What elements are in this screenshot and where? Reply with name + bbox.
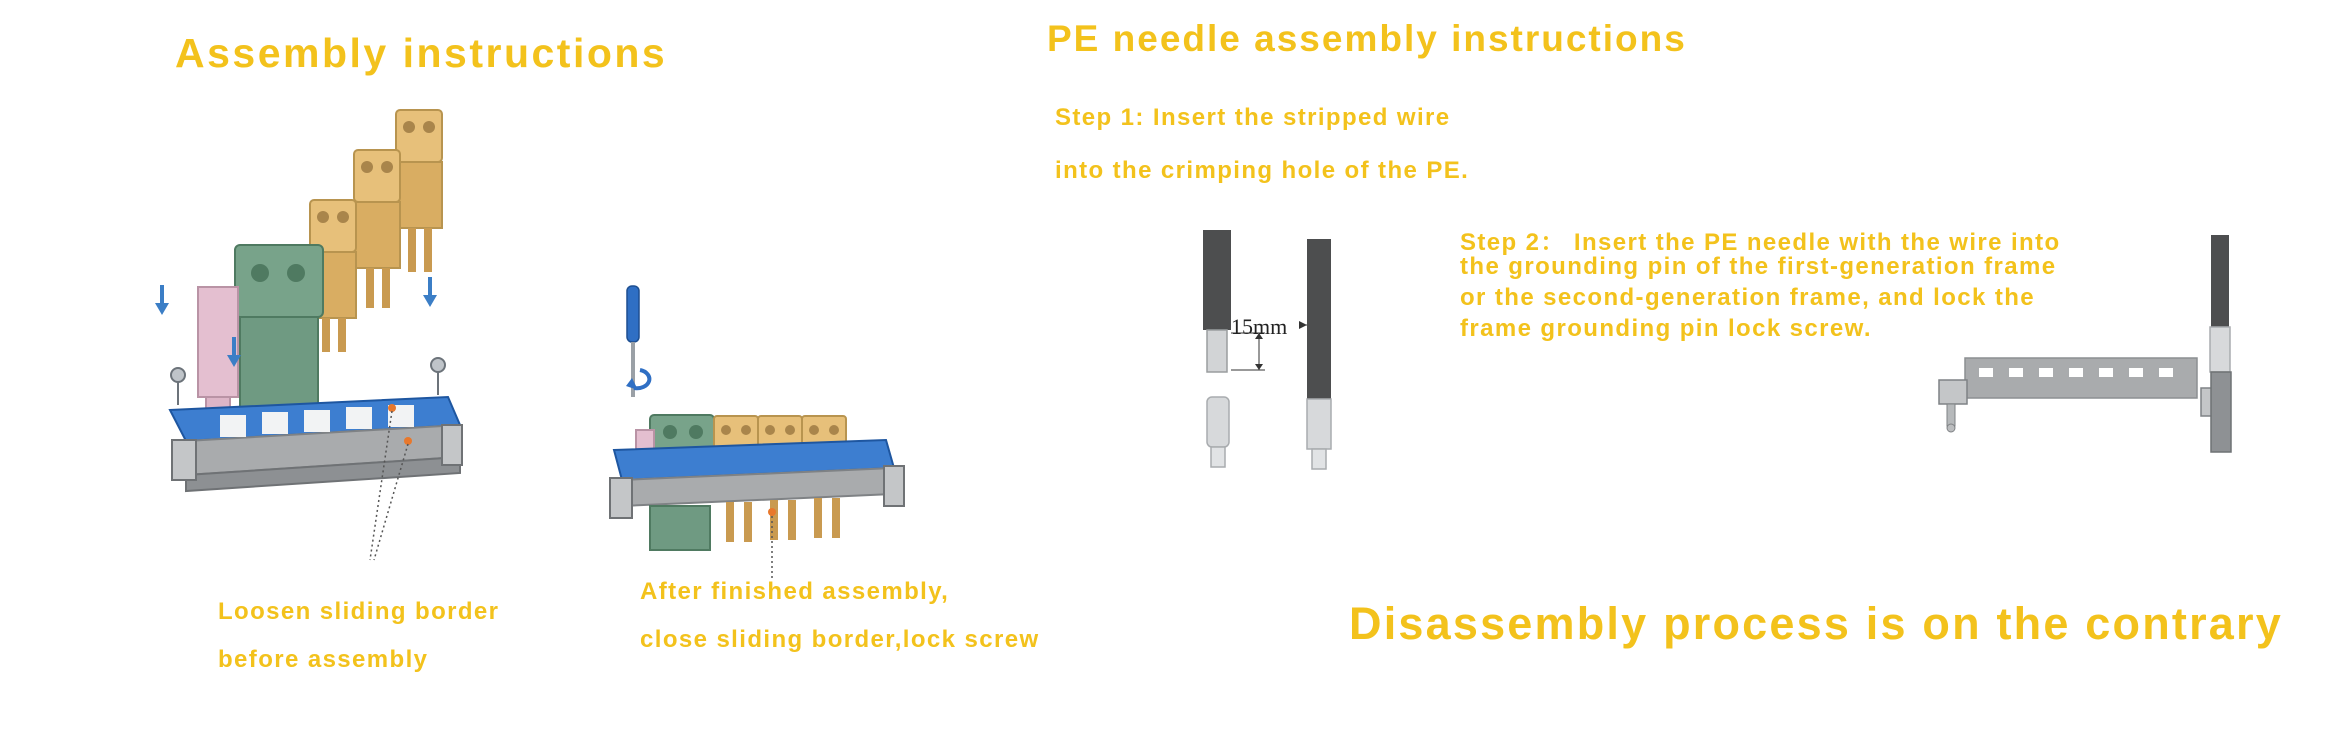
step2-line-2: the grounding pin of the first-generation frame — [1460, 253, 2057, 280]
middle-caption-line-1: After finished assembly, — [640, 578, 950, 605]
exploded-assembly-illustration — [150, 105, 480, 595]
down-arrow-icon — [155, 285, 169, 315]
screw-icon — [171, 368, 185, 405]
gold-contact-module-2 — [354, 150, 400, 308]
step1-line-2: into the crimping hole of the PE. — [1055, 157, 1470, 184]
frame-grounding-pin-diagram — [1935, 230, 2240, 460]
assembly-title: Assembly instructions — [175, 30, 668, 76]
screw-icon — [431, 358, 445, 395]
stripped-wire — [1203, 230, 1231, 372]
step2-line-3: or the second-generation frame, and lock the — [1460, 284, 2036, 311]
stripped-wire-diagram — [1195, 225, 1345, 470]
down-arrow-icon — [423, 277, 437, 307]
middle-caption-line-2: close sliding border,lock screw — [640, 626, 1040, 653]
step2-line-4: frame grounding pin lock screw. — [1460, 315, 1872, 342]
step1-line-1: Step 1: Insert the stripped wire — [1055, 104, 1451, 131]
assembled-connector-illustration — [600, 280, 910, 590]
wire-with-needle — [2210, 235, 2231, 452]
wire-with-needle — [1307, 239, 1331, 469]
frame-rail — [1939, 358, 2221, 432]
sliding-frame — [170, 397, 462, 491]
gold-contact-module-1 — [396, 110, 442, 272]
dimension-label: 15mm — [1231, 314, 1288, 339]
green-power-module — [235, 245, 323, 413]
step2-line-1: Step 2： Insert the PE needle with the wire into — [1460, 229, 2061, 256]
pe-needle-title: PE needle assembly instructions — [1047, 18, 1687, 59]
left-caption-line-1: Loosen sliding border — [218, 598, 500, 625]
left-caption-line-2: before assembly — [218, 646, 429, 673]
disassembly-note: Disassembly process is on the contrary — [1349, 598, 2283, 649]
pe-needle — [1207, 397, 1229, 467]
rotate-arrow-icon — [626, 370, 649, 390]
